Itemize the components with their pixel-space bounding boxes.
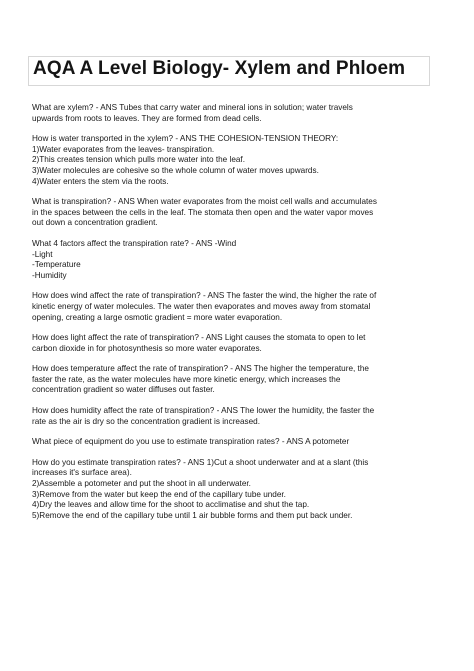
text-line: concentration gradient so water diffuses out faster. xyxy=(32,385,215,395)
text-line: increases it's surface area). xyxy=(32,468,132,478)
text-line: What piece of equipment do you use to estimate transpiration rates? - ANS A potometer xyxy=(32,437,350,447)
text-line: 4)Dry the leaves and allow time for the shoot to acclimatise and shut the tap. xyxy=(32,500,310,510)
qa-paragraph xyxy=(32,333,444,354)
text-line: kinetic energy of water molecules. The water then evaporates and moves away from stomatal xyxy=(32,301,371,311)
text-line: What is transpiration? - ANS When water evaporates from the moist cell walls and accumulates xyxy=(32,197,377,207)
qa-paragraph xyxy=(32,239,444,281)
text-line: faster the rate, as the water molecules have more kinetic energy, which increases the xyxy=(32,374,341,384)
text-line: rate as the air is dry so the concentration gradient is increased. xyxy=(32,416,261,426)
text-line: 2)Assemble a potometer and put the shoot in all underwater. xyxy=(32,479,251,489)
qa-paragraph xyxy=(32,458,444,522)
text-line: How does light affect the rate of transpiration? - ANS Light causes the stomata to open to let xyxy=(32,333,366,343)
text-line: How do you estimate transpiration rates? - ANS 1)Cut a shoot underwater and at a slant (this xyxy=(32,457,369,467)
text-line: -Light xyxy=(32,249,53,259)
page-title: AQA A Level Biology- Xylem and Phloem xyxy=(33,58,406,79)
text-line: opening, creating a large osmotic gradient = more water evaporation. xyxy=(32,312,283,322)
text-line: in the spaces between the cells in the leaf. The stomata then open and the water vapor moves xyxy=(32,207,374,217)
text-line: How does wind affect the rate of transpiration? - ANS The faster the wind, the higher the rate of xyxy=(32,291,377,301)
text-line: 3)Water molecules are cohesive so the whole column of water moves upwards. xyxy=(32,165,319,175)
qa-paragraph xyxy=(32,406,444,427)
text-line: 4)Water enters the stem via the roots. xyxy=(32,176,169,186)
document-body xyxy=(32,103,444,529)
text-line: What 4 factors affect the transpiration rate? - ANS -Wind xyxy=(32,238,237,248)
text-line: upwards from roots to leaves. They are formed from dead cells. xyxy=(32,113,262,123)
text-line: -Humidity xyxy=(32,270,67,280)
text-line: 3)Remove from the water but keep the end of the capillary tube under. xyxy=(32,489,286,499)
text-line: out down a concentration gradient. xyxy=(32,218,158,228)
text-line: 2)This creates tension which pulls more water into the leaf. xyxy=(32,155,245,165)
text-line: What are xylem? - ANS Tubes that carry water and mineral ions in solution; water travels xyxy=(32,103,353,112)
qa-paragraph xyxy=(32,364,444,396)
text-line: 5)Remove the end of the capillary tube until 1 air bubble forms and them put back under. xyxy=(32,510,353,520)
qa-paragraph xyxy=(32,103,444,124)
qa-paragraph xyxy=(32,197,444,229)
text-line: How does humidity affect the rate of transpiration? - ANS The lower the humidity, the faster the xyxy=(32,406,375,416)
text-line: -Temperature xyxy=(32,260,81,270)
text-line: 1)Water evaporates from the leaves- transpiration. xyxy=(32,144,215,154)
qa-paragraph xyxy=(32,437,444,448)
text-line: carbon dioxide in for photosynthesis so more water evaporates. xyxy=(32,343,262,353)
text-line: How is water transported in the xylem? - ANS THE COHESION-TENSION THEORY: xyxy=(32,134,339,144)
qa-paragraph xyxy=(32,291,444,323)
qa-paragraph xyxy=(32,134,444,187)
text-line: How does temperature affect the rate of transpiration? - ANS The higher the temperature, the xyxy=(32,364,369,374)
